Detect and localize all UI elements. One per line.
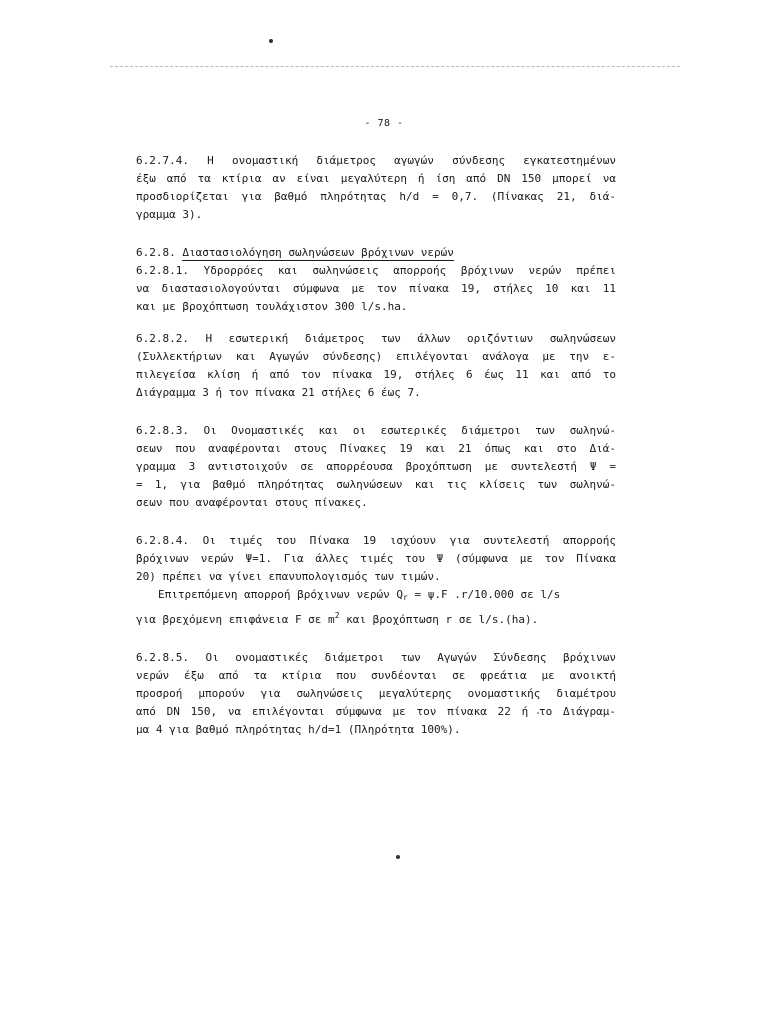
- text-line: προσδιορίζεται για βαθμό πληρότητας h/d = 0,7. (Πίνακας 21, διά-: [136, 190, 616, 203]
- text-line: γραμμα 3).: [136, 208, 203, 221]
- text-line: 6.2.8.3. Οι Ονομαστικές και οι εσωτερικές διάμετροι των σωληνώ-: [136, 424, 616, 437]
- text-line: 6.2.7.4. Η ονομαστική διάμετρος αγωγών σύνδεσης εγκατεστημένων: [136, 154, 616, 167]
- formula-text: Επιτρεπόμενη απορροή βρόχινων νερών Q: [158, 588, 404, 601]
- text-line: = 1, για βαθμό πληρότητας σωληνώσεων και τις κλίσεις των σωληνώ-: [136, 478, 616, 491]
- units-text: και βροχόπτωση r σε l/s.(ha).: [339, 613, 539, 626]
- text-line: γραμμα 3 αντιστοιχούν σε απορρέουσα βροχόπτωση με συντελεστή Ψ =: [136, 460, 616, 473]
- scan-edge-line: [110, 66, 680, 67]
- units-line: [136, 607, 616, 629]
- formula-subscript: r: [403, 593, 408, 602]
- text-line: (Συλλεκτήριων και Αγωγών σύνδεσης) επιλέγονται ανάλογα με την ε-: [136, 350, 616, 363]
- text-line: μα 4 για βαθμό πληρότητας h/d=1 (Πληρότητα 100%).: [136, 723, 461, 736]
- scan-speck: [269, 39, 273, 43]
- text-line: να διαστασιολογούνται σύμφωνα με τον πίνακα 19, στήλες 10 και 11: [136, 282, 616, 295]
- text-line: νερών έξω από τα κτίρια που συνδέονται σε φρεάτια με ανοικτή: [136, 669, 616, 682]
- page-number: - 78 -: [364, 118, 404, 129]
- scan-speck: [396, 855, 400, 859]
- text-line: 6.2.8.4. Οι τιμές του Πίνακα 19 ισχύουν για συντελεστή απορροής: [136, 534, 616, 547]
- section-6-2-8: [136, 244, 616, 316]
- section-heading-line: [136, 244, 616, 262]
- paragraph-6-2-8-2: [136, 330, 616, 402]
- formula-text: = ψ.F .r/10.000 σε l/s: [407, 588, 561, 601]
- text-line: έξω από τα κτίρια αν είναι μεγαλύτερη ή ίση από DN 150 μπορεί να: [136, 172, 616, 185]
- text-line: προσροή μπορούν για σωληνώσεις μεγαλύτερης ονομαστικής διαμέτρου: [136, 687, 616, 700]
- paragraph-6-2-8-4: [136, 532, 616, 629]
- document-body: [136, 152, 616, 759]
- text-line: Διάγραμμα 3 ή τον πίνακα 21 στήλες 6 έως 7.: [136, 386, 421, 399]
- formula-line: [136, 586, 616, 607]
- text-line: και με βροχόπτωση τουλάχιστον 300 l/s.ha.: [136, 300, 408, 313]
- units-text: για βρεχόμενη επιφάνεια F σε m: [136, 613, 335, 626]
- text-line: από DN 150, να επιλέγονται σύμφωνα με τον πίνακα 22 ή το Διάγραμ-: [136, 705, 616, 718]
- section-number: 6.2.8.: [136, 246, 176, 259]
- text-line: 20) πρέπει να γίνει επανυπολογισμός των τιμών.: [136, 570, 441, 583]
- text-line: πιλεγείσα κλίση ή από τον πίνακα 19, στήλες 6 έως 11 και από το: [136, 368, 616, 381]
- paragraph-6-2-8-5: [136, 649, 616, 739]
- text-line: σεων που αναφέρονται στους Πίνακες 19 και 21 όπως και στο Διά-: [136, 442, 616, 455]
- paragraph-6-2-7-4: [136, 152, 616, 224]
- section-title: Διαστασιολόγηση σωληνώσεων βρόχινων νερών: [182, 246, 454, 259]
- text-line: σεων που αναφέρονται στους πίνακες.: [136, 496, 368, 509]
- paragraph-6-2-8-3: [136, 422, 616, 512]
- text-line: 6.2.8.5. Οι ονομαστικές διάμετροι των Αγωγών Σύνδεσης βρόχινων: [136, 651, 616, 664]
- units-superscript: 2: [334, 611, 340, 620]
- text-line: βρόχινων νερών Ψ=1. Για άλλες τιμές του Ψ (σύμφωνα με τον Πίνακα: [136, 552, 616, 565]
- text-line: 6.2.8.1. Υδρορρόες και σωληνώσεις απορροής βρόχινων νερών πρέπει: [136, 264, 616, 277]
- text-line: 6.2.8.2. Η εσωτερική διάμετρος των άλλων οριζόντιων σωληνώσεων: [136, 332, 616, 345]
